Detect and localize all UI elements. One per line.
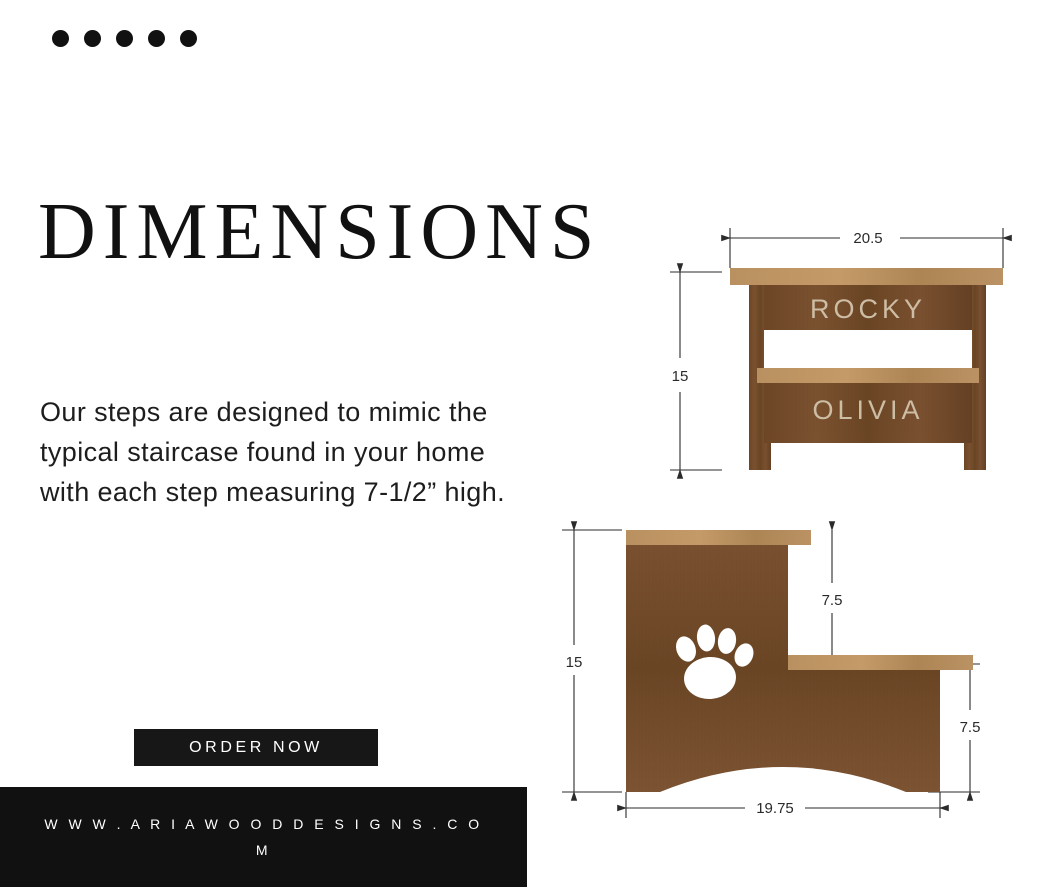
dim-depth-19-75 bbox=[626, 792, 940, 818]
dim-height-15-top bbox=[670, 272, 722, 470]
dim-rise-top-7-5 bbox=[822, 530, 843, 664]
side-view-drawing bbox=[562, 530, 980, 818]
front-top-tread bbox=[730, 268, 1003, 285]
side-top-tread bbox=[626, 530, 811, 545]
dim-label-rise-bottom: 7.5 bbox=[959, 719, 981, 736]
dim-height-15-side bbox=[562, 530, 622, 792]
front-view-drawing bbox=[670, 228, 1003, 470]
dot-1 bbox=[52, 30, 69, 47]
footer-url-line1: W W W . A R I A W O O D D E S I G N S . C O bbox=[44, 816, 483, 832]
footer-url-line2: M bbox=[255, 842, 272, 858]
side-lower-tread bbox=[788, 655, 973, 670]
dot-2 bbox=[84, 30, 101, 47]
page-title: DIMENSIONS bbox=[38, 188, 602, 276]
dim-label-width-top: 20.5 bbox=[853, 230, 883, 247]
dim-label-depth: 19.75 bbox=[756, 800, 794, 817]
front-lower-tread bbox=[757, 368, 979, 383]
dot-5 bbox=[180, 30, 197, 47]
dot-3 bbox=[116, 30, 133, 47]
footer-bar bbox=[0, 787, 527, 887]
engraved-name-olivia: OLIVIA bbox=[812, 395, 924, 425]
engraved-name-rocky: ROCKY bbox=[809, 294, 927, 324]
decorative-dots bbox=[52, 30, 197, 47]
order-now-button[interactable]: ORDER NOW bbox=[134, 729, 378, 766]
front-bottom-apron bbox=[764, 433, 972, 443]
dim-width-20-5 bbox=[730, 228, 1003, 268]
front-open-gap bbox=[764, 330, 972, 368]
dim-label-height-top: 15 bbox=[671, 368, 689, 385]
dot-4 bbox=[148, 30, 165, 47]
dim-label-height-side: 15 bbox=[565, 654, 583, 671]
description-text: Our steps are designed to mimic the typical staircase found in your home with each step measuring 7-1/2” high. bbox=[40, 397, 506, 507]
dim-label-rise-top: 7.5 bbox=[821, 592, 843, 609]
dimension-diagram bbox=[540, 0, 1058, 887]
